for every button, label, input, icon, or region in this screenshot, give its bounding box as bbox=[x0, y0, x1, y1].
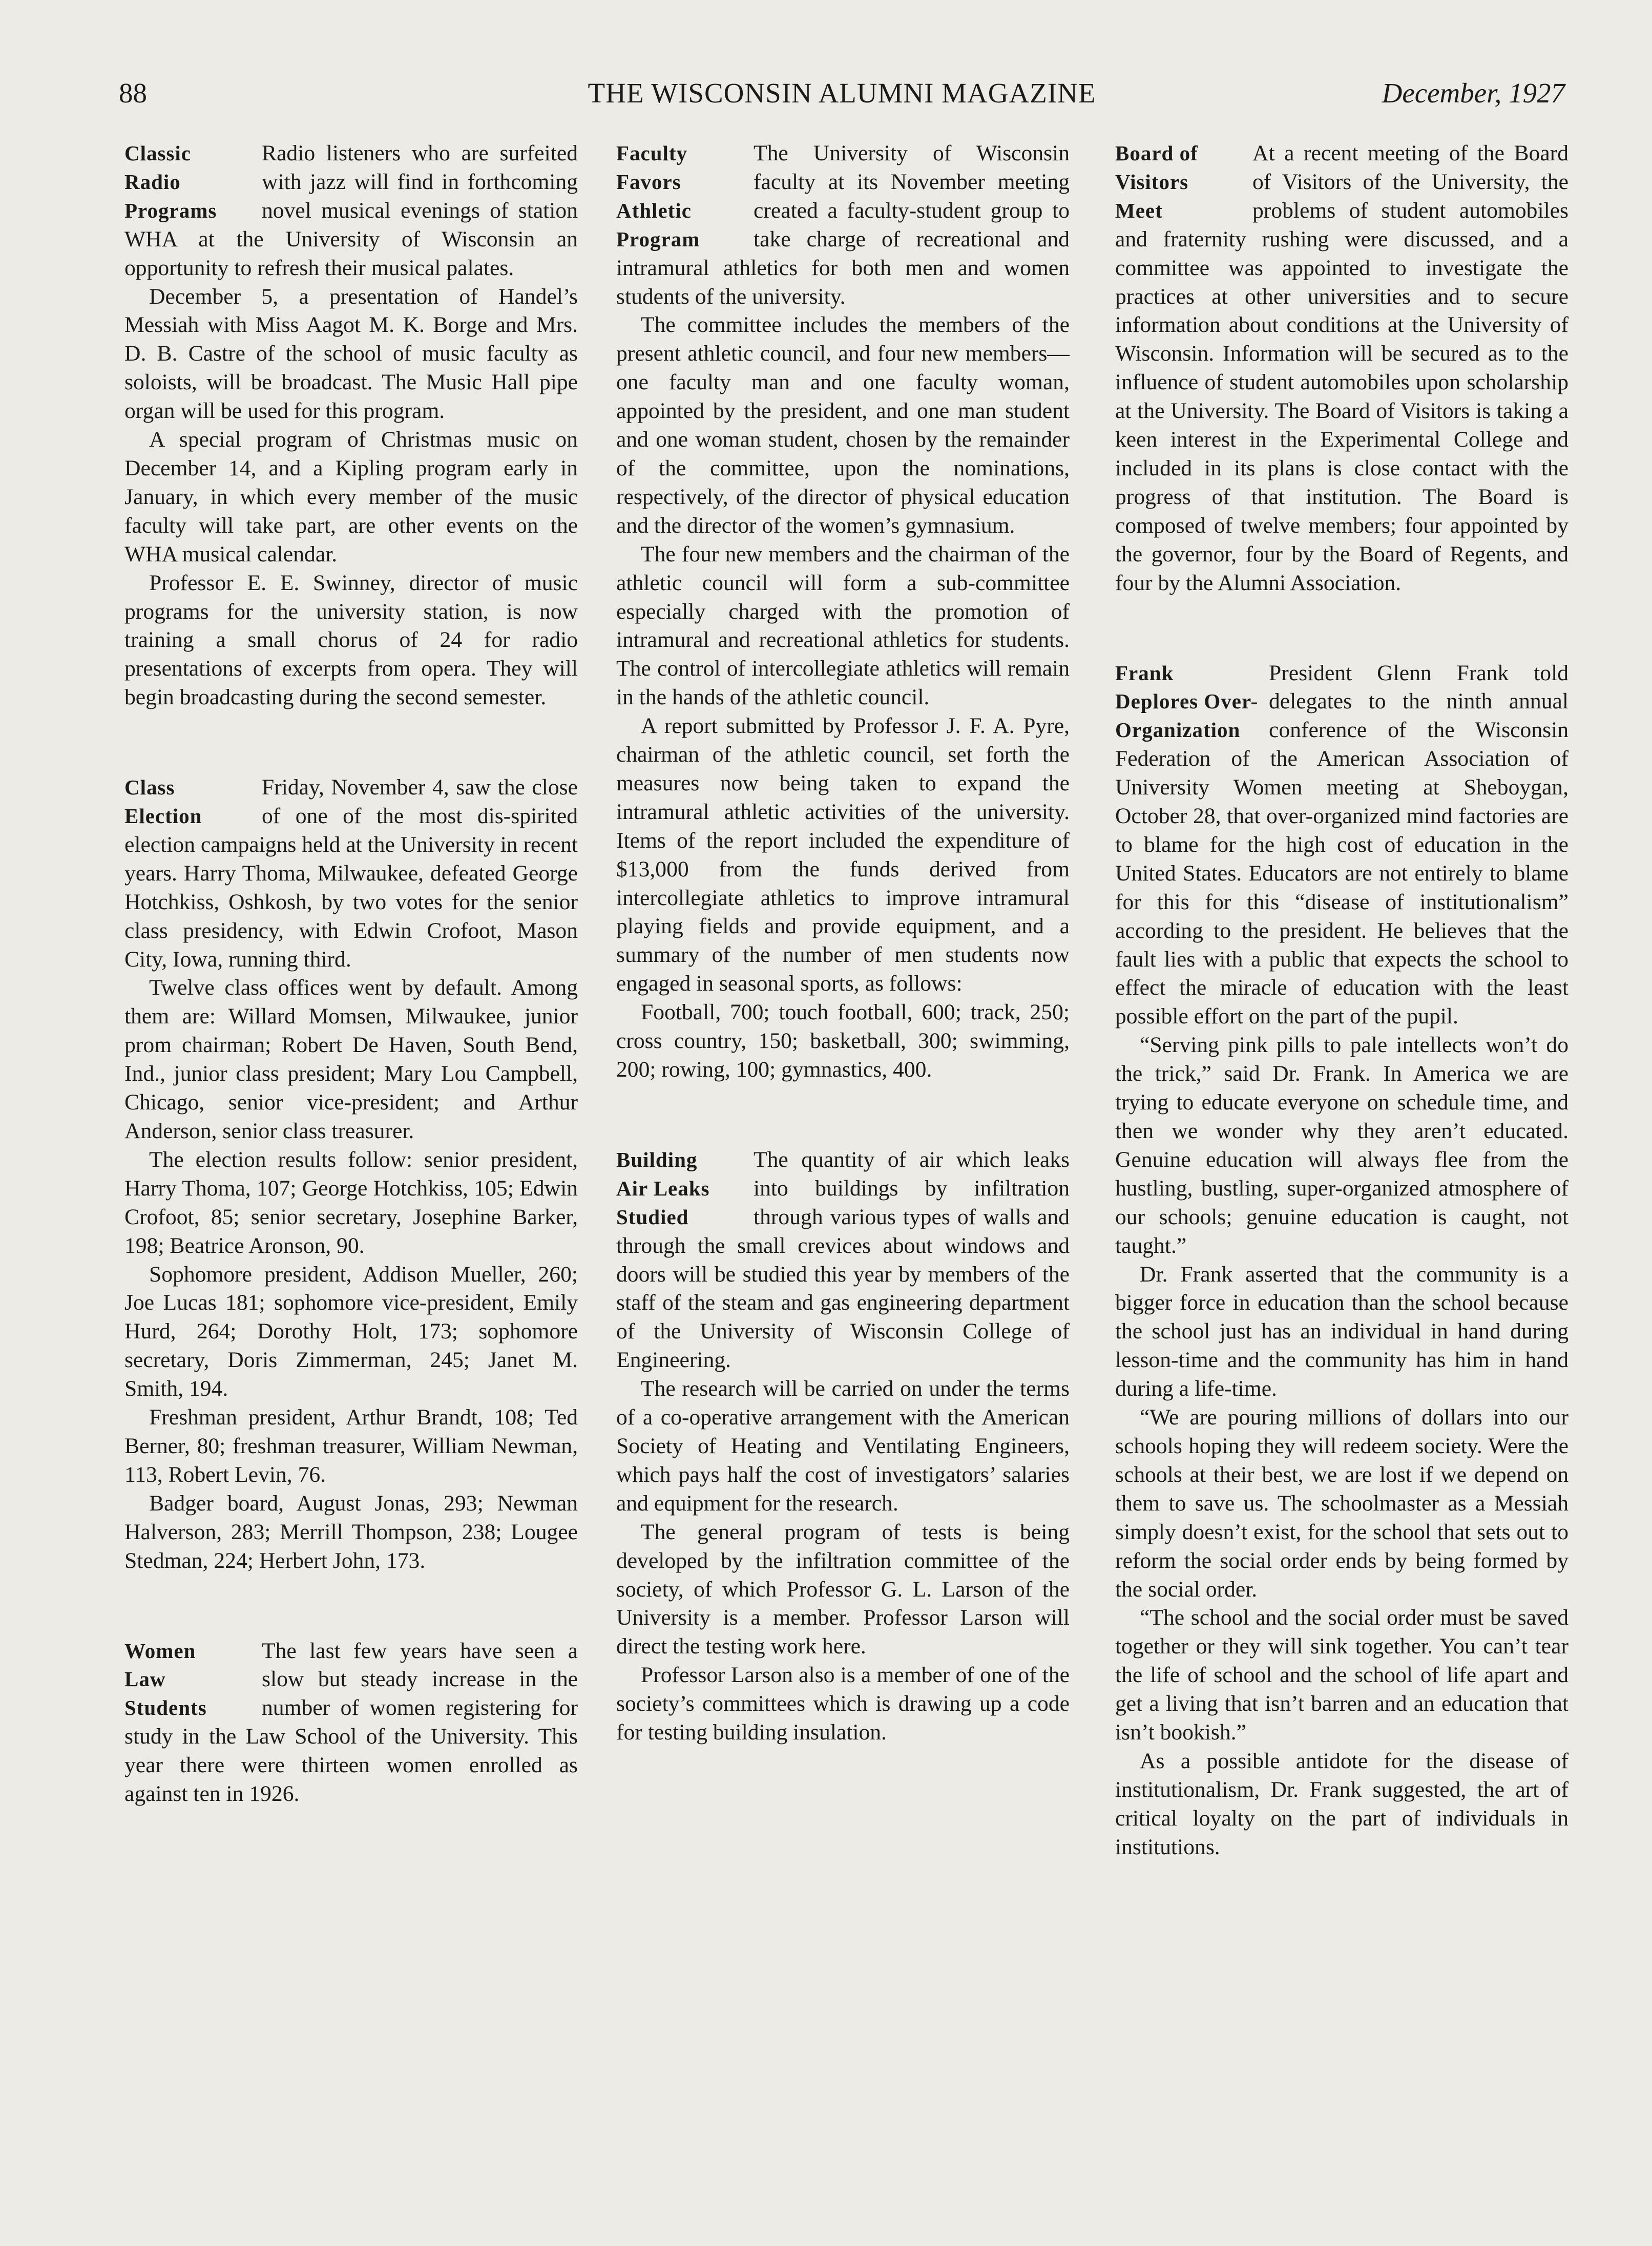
issue-date: December, 1927 bbox=[1382, 77, 1565, 109]
article-paragraph: Football, 700; touch football, 600; track, 250; cross country, 150; basketball, 300; swimming, 200; rowing, 100; gymnastics, 400. bbox=[616, 1000, 1070, 1082]
article-paragraph: “The school and the social order must be saved together or they will sink together. You can’t tear the life of school and the school of life apart and get a living that isn’t barren and an education that isn’t bookish.” bbox=[1115, 1605, 1569, 1745]
article-paragraph: A special program of Christmas music on December 14, and a Kipling program early in January, in which every member of the music faculty will take part, are other events on the WHA musical calendar. bbox=[124, 427, 578, 566]
article-paragraph: The four new members and the chairman of the athletic council will form a sub-committee especially charged with the promotion of intramural and recreational athletics for students. The control of intercollegiate athletics will remain in the hands of the athletic council. bbox=[616, 541, 1070, 710]
magazine-title: THE WISCONSIN ALUMNI MAGAZINE bbox=[588, 77, 1096, 109]
article-heading: Frank Deplores Over- Organization bbox=[1115, 661, 1259, 742]
article-heading: Class Election bbox=[124, 775, 202, 828]
article-heading: Building Air Leaks Studied bbox=[616, 1147, 710, 1229]
article-paragraph: The general program of tests is being developed by the infiltration committee of the society, of which Professor G. L. Larson of the University is a member. Professor Larson will direct the testing work here. bbox=[616, 1519, 1070, 1659]
article-paragraph: As a possible antidote for the disease of institutionalism, Dr. Frank suggested, the art of critical loyalty on the part of individuals in institutions. bbox=[1115, 1748, 1569, 1859]
page-header bbox=[119, 73, 1565, 114]
article-paragraph: Dr. Frank asserted that the community is a bigger force in education than the school because the school just has an individual in hand during lesson-time and the community has him in hand during a life-time. bbox=[1115, 1262, 1569, 1401]
article-paragraph: The election results follow: senior president, Harry Thoma, 107; George Hotchkiss, 105; Edwin Crofoot, 85; senior secretary, Josephine Barker, 198; Beatrice Aronson, 90. bbox=[124, 1147, 578, 1258]
article-paragraph: “We are pouring millions of dollars into our schools hoping they will redeem society. Were the schools at their best, we are lost if we depend on them to save us. The schoolmaster as a Messiah simply doesn’t exist, for the school that sets out to reform the social order ends by being formed by the social order. bbox=[1115, 1405, 1569, 1602]
article-paragraph: At a recent meeting of the Board of Visitors of the University, the problems of student automobiles and fraternity rushing were discussed, and a committee was appointed to investigate the practices at other universities and to secure information about conditions at the University of Wisconsin. Information will be secured as to the influence of student automobiles upon scholarship at the University. The Board of Visitors is taking a keen interest in the Experimental College and included in its plans is close contact with the progress of that institution. The Board is composed of twelve members; four appointed by the governor, four by the Board of Regents, and four by the Alumni Association. bbox=[1115, 141, 1569, 595]
article-faculty-favors-athletic-program bbox=[616, 139, 1070, 1084]
article-paragraph: President Glenn Frank told delegates to the ninth annual conference of the Wisconsin Federation of the American Association of University Women meeting at Sheboygan, October 28, that over-organized mind factories are to blame for the high cost of education in the United States. Educators are not entirely to blame for this for this “disease of institutionalism” according to the president. He believes that the fault lies with a public that expects the school to effect the miracle of education with the least possible effort on the part of the pupil. bbox=[1115, 660, 1569, 1029]
article-board-of-visitors-meet bbox=[1115, 139, 1569, 598]
article-paragraph: Sophomore president, Addison Mueller, 260; Joe Lucas 181; sophomore vice-president, Emily Hurd, 264; Dorothy Holt, 173; sophomore secretary, Doris Zimmerman, 245; Janet M. Smith, 194. bbox=[124, 1262, 578, 1401]
article-paragraph: A report submitted by Professor J. F. A. Pyre, chairman of the athletic council, set forth the measures now being taken to expand the intramural athletic activities of the university. Items of the report included the expenditure of $13,000 from the funds derived from intercollegiate athletics to improve intramural playing fields and provide equipment, and a summary of the number of men students now engaged in seasonal sports, as follows: bbox=[616, 713, 1070, 996]
column-1 bbox=[124, 139, 578, 1809]
article-building-air-leaks-studied bbox=[616, 1146, 1070, 1747]
article-paragraph: Freshman president, Arthur Brandt, 108; Ted Berner, 80; freshman treasurer, William Newman, 113, Robert Levin, 76. bbox=[124, 1405, 578, 1487]
article-frank-deplores-over-organization bbox=[1115, 659, 1569, 1862]
article-heading: Faculty Favors Athletic Program bbox=[616, 141, 700, 251]
article-heading: Classic Radio Programs bbox=[124, 141, 217, 222]
article-paragraph: Friday, November 4, saw the close of one of the most dis-spirited election campaigns held at the University in recent years. Harry Thoma, Milwaukee, defeated George Hotchkiss, Oshkosh, by two votes for the senior class presidency, with Edwin Crofoot, Mason City, Iowa, running third. bbox=[124, 775, 578, 972]
article-paragraph: “Serving pink pills to pale intellects won’t do the trick,” said Dr. Frank. In America we are trying to educate everyone on schedule time, and then we wonder why they aren’t educated. Genuine education will always flee from the hustling, bustling, super-organized atmosphere of our schools; genuine education is caught, not taught.” bbox=[1115, 1033, 1569, 1258]
article-paragraph: Twelve class offices went by default. Among them are: Willard Momsen, Milwaukee, junior prom chairman; Robert De Haven, South Bend, Ind., junior class president; Mary Lou Campbell, Chicago, senior vice-president; and Arthur Anderson, senior class treasurer. bbox=[124, 975, 578, 1143]
article-paragraph: Professor E. E. Swinney, director of music programs for the university station, is now training a small chorus of 24 for radio presentations of excerpts from opera. They will begin broadcasting during the second semester. bbox=[124, 570, 578, 710]
article-paragraph: Radio listeners who are surfeited with jazz will find in forthcoming novel musical evenings of station WHA at the University of Wisconsin an opportunity to refresh their musical palates. bbox=[124, 141, 578, 280]
article-heading: Women Law Students bbox=[124, 1639, 207, 1720]
article-paragraph: The last few years have seen a slow but steady increase in the number of women registering for study in the Law School of the University. This year there were thirteen women enrolled as against ten in 1926. bbox=[124, 1638, 578, 1807]
article-paragraph: December 5, a presentation of Handel’s Messiah with Miss Aagot M. K. Borge and Mrs. D. B. Castre of the school of music faculty as soloists, will be broadcast. The Music Hall pipe organ will be used for this program. bbox=[124, 284, 578, 424]
article-paragraph: The research will be carried on under the terms of a co-operative arrangement with the American Society of Heating and Ventilating Engineers, which pays half the cost of investigators’ salaries and equipment for the research. bbox=[616, 1376, 1070, 1516]
article-heading: Board of Visitors Meet bbox=[1115, 141, 1198, 222]
page-number: 88 bbox=[119, 77, 147, 109]
article-class-election bbox=[124, 773, 578, 1575]
article-classic-radio-programs bbox=[124, 139, 578, 712]
article-paragraph: Badger board, August Jonas, 293; Newman Halverson, 283; Merrill Thompson, 238; Lougee Stedman, 224; Herbert John, 173. bbox=[124, 1491, 578, 1573]
article-paragraph: The committee includes the members of the present athletic council, and four new members—one faculty man and one faculty woman, appointed by the president, and one man student and one woman student, chosen by the remainder of the committee, upon the nominations, respectively, of the director of physical education and the director of the women’s gymnasium. bbox=[616, 312, 1070, 538]
article-paragraph: The University of Wisconsin faculty at its November meeting created a faculty-student group to take charge of recreational and intramural athletics for both men and women students of the university. bbox=[616, 141, 1070, 309]
article-paragraph: The quantity of air which leaks into buildings by infiltration through various types of walls and through the small crevices about windows and doors will be studied this year by members of the staff of the steam and gas engineering department of the University of Wisconsin College of Engineering. bbox=[616, 1147, 1070, 1373]
article-women-law-students bbox=[124, 1637, 578, 1809]
article-paragraph: Professor Larson also is a member of one of the society’s committees which is drawing up a code for testing building insulation. bbox=[616, 1663, 1070, 1745]
column-2 bbox=[616, 139, 1070, 1747]
column-3 bbox=[1115, 139, 1569, 1862]
